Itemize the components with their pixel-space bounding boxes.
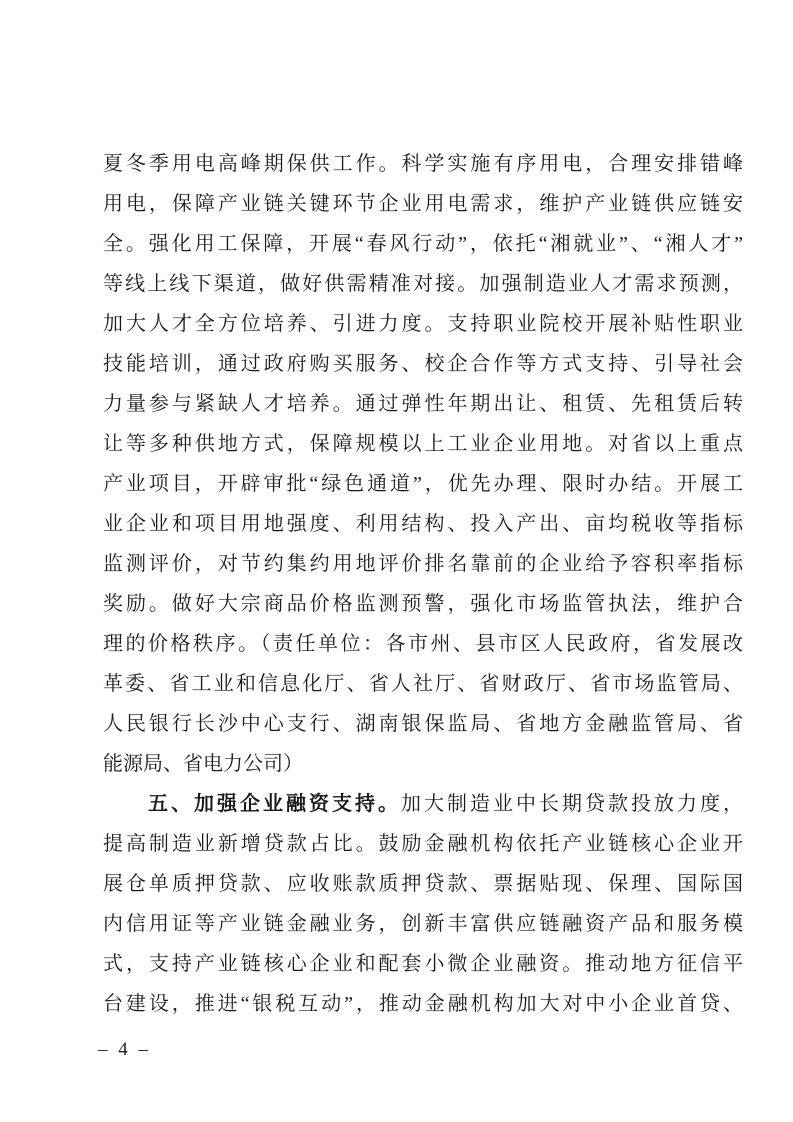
text-line: 夏冬季用电高峰期保供工作。科学实施有序用电，合理安排错峰 (103, 153, 743, 175)
text-line: 力量参与紧缺人才培养。通过弹性年期出让、租赁、先租赁后转 (103, 393, 743, 415)
text-line: 内信用证等产业链金融业务，创新丰富供应链融资产品和服务模 (103, 913, 743, 935)
text-line: 能源局、省电力公司） (103, 753, 303, 775)
text-line: 用电，保障产业链关键环节企业用电需求，维护产业链供应链安 (103, 193, 743, 215)
page-number: – 4 – (98, 1039, 151, 1060)
body-text (103, 144, 743, 1024)
text-line: 等线上线下渠道，做好供需精准对接。加强制造业人才需求预测， (103, 273, 743, 295)
text-line: 理的价格秩序。（责任单位：各市州、县市区人民政府，省发展改 (103, 633, 743, 655)
text-line: 式，支持产业链核心企业和配套小微企业融资。推动地方征信平 (103, 953, 743, 975)
text-line: 产业项目，开辟审批“绿色通道”，优先办理、限时办结。开展工 (103, 473, 743, 495)
text-line: 业企业和项目用地强度、利用结构、投入产出、亩均税收等指标 (103, 513, 743, 535)
text-line: 奖励。做好大宗商品价格监测预警，强化市场监管执法，维护合 (103, 593, 743, 615)
text-line: 革委、省工业和信息化厅、省人社厅、省财政厅、省市场监管局、 (103, 673, 743, 695)
text-line: 人民银行长沙中心支行、湖南银保监局、省地方金融监管局、省 (103, 713, 743, 735)
text-line: 五、加强企业融资支持。加大制造业中长期贷款投放力度， (103, 784, 743, 824)
text-line: 提高制造业新增贷款占比。鼓励金融机构依托产业链核心企业开 (103, 833, 743, 855)
text-line: 技能培训，通过政府购买服务、校企合作等方式支持、引导社会 (103, 353, 743, 375)
text-line: 全。强化用工保障，开展“春风行动”，依托“湘就业”、“湘人才” (103, 233, 743, 255)
text-line: 监测评价，对节约集约用地评价排名靠前的企业给予容积率指标 (103, 553, 743, 575)
text-line: 加大人才全方位培养、引进力度。支持职业院校开展补贴性职业 (103, 313, 743, 335)
paragraph-indent (103, 809, 145, 810)
text-line: 让等多种供地方式，保障规模以上工业企业用地。对省以上重点 (103, 433, 743, 455)
section-heading: 五、加强企业融资支持。 (145, 793, 401, 815)
text-line: 台建设，推进“银税互动”，推动金融机构加大对中小企业首贷、 (103, 993, 743, 1015)
text-line: 展仓单质押贷款、应收账款质押贷款、票据贴现、保理、国际国 (103, 873, 743, 895)
